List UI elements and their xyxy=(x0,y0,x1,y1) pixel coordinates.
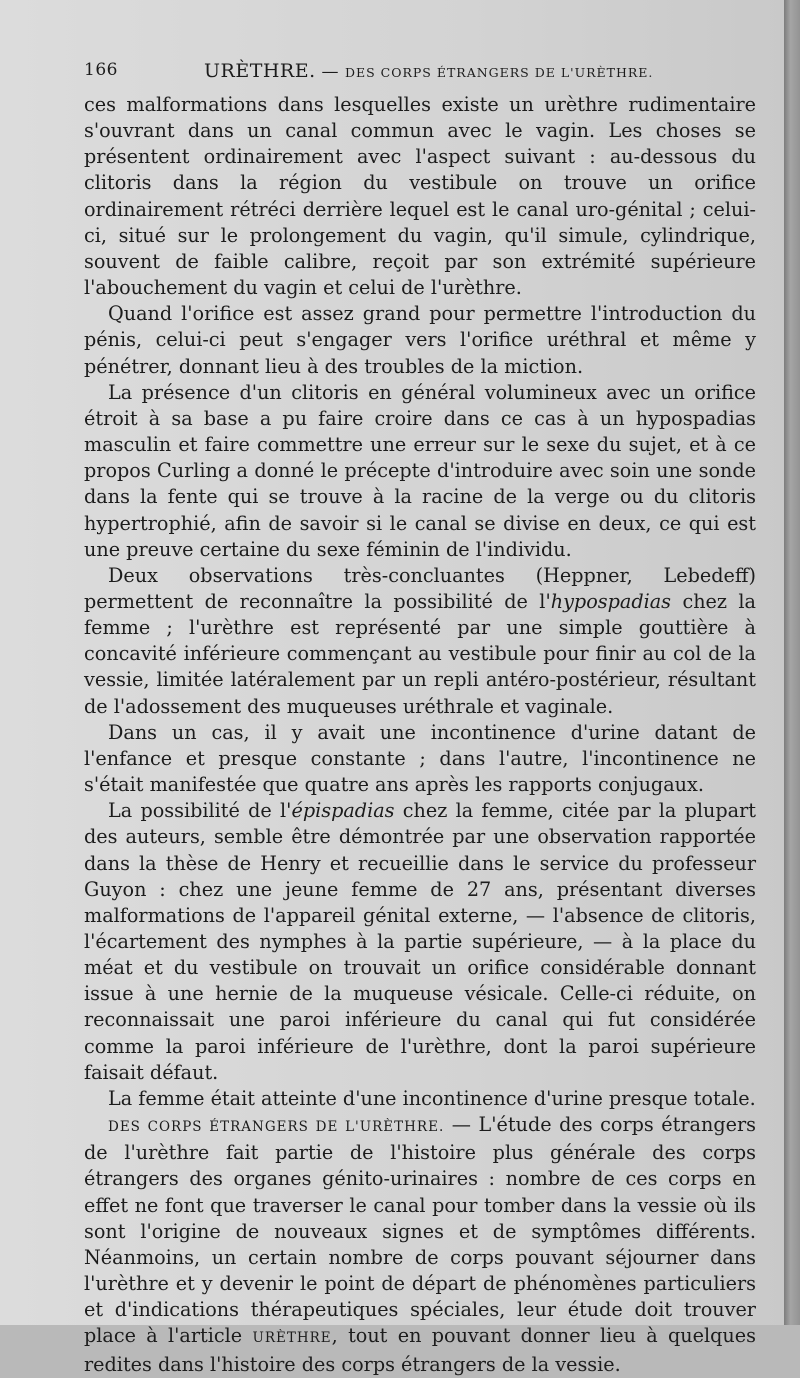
running-header xyxy=(84,60,754,86)
body-text xyxy=(84,92,756,1378)
running-title-dash: — xyxy=(315,62,345,82)
article-reference: URÈTHRE xyxy=(252,1330,332,1347)
paragraph-4-text-b: chez la femme ; l'urèthre est représenté par une simple gouttière à concavité inférieure commençant au vestibule pour finir au col de la vessie, limitée latéralement par un repli antéro-postérieur, résultant de l'adossement des muqueuses uréthrale et vaginale. xyxy=(84,589,756,718)
paragraph-1: ces malformations dans lesquelles existe un urèthre rudimentaire s'ouvrant dans un canal commun avec le vagin. Les choses se présentent ordinairement avec l'aspect suivant : au-dessous du clitoris dans la région du vestibule on trouve un orifice ordinairement rétréci derrière lequel est le canal uro-génital ; celui-ci, situé sur le prolongement du vagin, qu'il simule, cylindrique, souvent de faible calibre, reçoit par son extrémité supérieure l'abouchement du vagin et celui de l'urèthre. xyxy=(84,93,756,300)
paragraph-6 xyxy=(84,798,756,1086)
hypospadias-term: hypospadias xyxy=(550,589,672,613)
paragraph-8-text-a: — L'étude des corps étrangers de l'urèthre fait partie de l'histoire plus générale des corps étrangers des organes génito-urinaires : nombre de ces corps en effet ne font que traverser le canal pour tomber dans la vessie où ils sont l'origine de nouveaux signes et de symptômes différents. Néanmoins, un certain nombre de corps pouvant séjourner dans l'urèthre et y devenir le point de départ de phénomènes particuliers et d'indications thérapeutiques spéciales, leur étude doit trouver place à l'article xyxy=(84,1113,756,1348)
paragraph-7: La femme était atteinte d'une incontinence d'urine presque totale. xyxy=(108,1086,756,1110)
epispadias-term: épispadias xyxy=(291,799,395,823)
paragraph-8 xyxy=(84,1112,756,1378)
paragraph-8-text-b: , tout en pouvant donner lieu à quelques redites dans l'histoire des corps étrangers de la vessie. xyxy=(84,1324,756,1376)
paragraph-4-text-a: Deux observations très-concluantes (Heppner, Lebedeff) permettent de reconnaître la possibilité de l' xyxy=(84,563,756,613)
page-edge-shadow xyxy=(784,0,800,1325)
paragraph-3: La présence d'un clitoris en général volumineux avec un orifice étroit à sa base a pu faire croire dans ce cas à un hypospadias masculin et faire commettre une erreur sur le sexe du sujet, et à ce propos Curling a donné le précepte d'introduire avec soin une sonde dans la fente qui se trouve à la racine de la verge ou du clitoris hypertrophié, afin de savoir si le canal se divise en deux, ce qui est une preuve certaine du sexe féminin de l'individu. xyxy=(84,380,756,561)
running-title-main: URÈTHRE. xyxy=(204,60,316,82)
paragraph-4 xyxy=(84,563,756,720)
running-title xyxy=(204,60,653,82)
paragraph-6-text-a: La possibilité de l' xyxy=(108,799,292,823)
paragraph-6-text-b: chez la femme, citée par la plupart des auteurs, semble être démontrée par une observation rapportée dans la thèse de Henry et recueillie dans le service du professeur Guyon : chez une jeune femme de 27 ans, présentant diverses malformations de l'appareil génital externe, — l'absence de clitoris, l'écartement des nymphes à la partie supérieure, — à la place du méat et du vestibule on trouvait un orifice considérable donnant issue à une hernie de la muqueuse vésicale. Celle-ci réduite, on reconnaissait une paroi inférieure du canal qui fut considérée comme la paroi inférieure de l'urèthre, dont la paroi supérieure faisait défaut. xyxy=(84,799,757,1084)
running-title-sub: DES CORPS ÉTRANGERS DE L'URÈTHRE. xyxy=(344,65,654,80)
page-number: 166 xyxy=(84,60,118,80)
paragraph-5: Dans un cas, il y avait une incontinence d'urine datant de l'enfance et presque constante ; dans l'autre, l'incontinence ne s'était manifestée que quatre ans après les rapports conjugaux. xyxy=(84,720,756,797)
paragraph-2: Quand l'orifice est assez grand pour permettre l'introduction du pénis, celui-ci peut s'engager vers l'orifice uréthral et même y pénétrer, donnant lieu à des troubles de la miction. xyxy=(84,302,756,378)
section-heading: DES CORPS ÉTRANGERS DE L'URÈTHRE. xyxy=(108,1119,445,1136)
